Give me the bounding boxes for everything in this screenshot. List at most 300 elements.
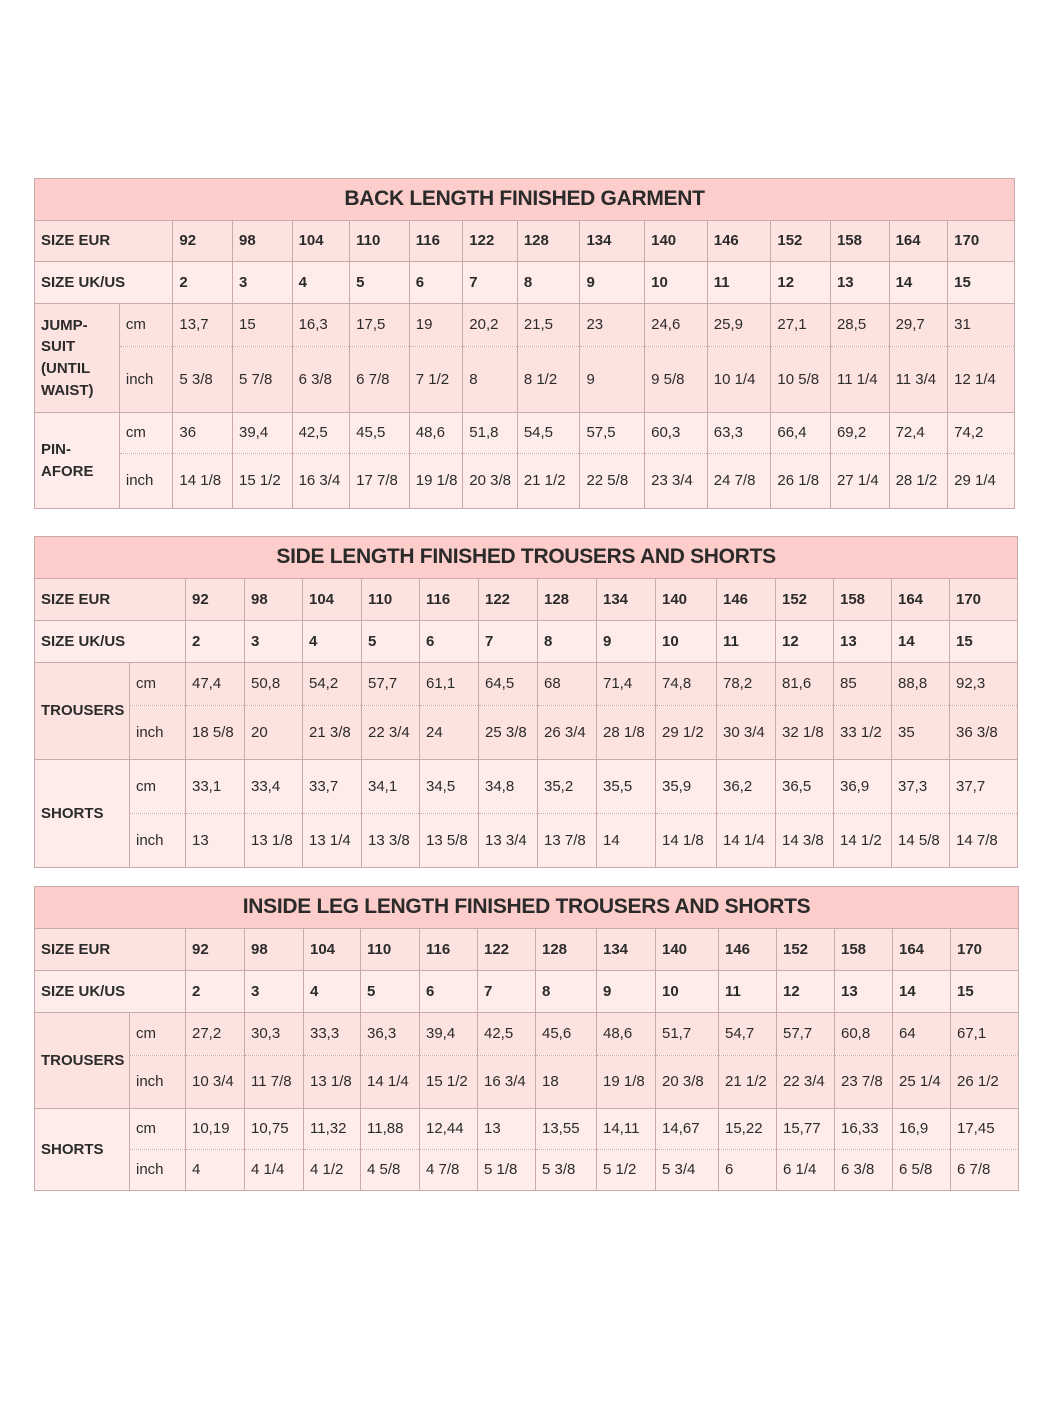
size-eur-cell: 98	[245, 579, 303, 621]
cm-value: 48,6	[409, 413, 463, 454]
cm-value: 35,2	[538, 760, 597, 814]
size-uk-cell: 13	[830, 262, 889, 304]
cm-value: 42,5	[292, 413, 350, 454]
size-eur-cell: 128	[517, 221, 580, 262]
size-eur-cell: 104	[292, 221, 350, 262]
size-uk-cell: 2	[173, 262, 233, 304]
inch-value: 22 3/4	[362, 706, 420, 760]
size-table-1	[34, 178, 1015, 509]
cm-value: 66,4	[771, 413, 831, 454]
unit-inch-label: inch	[130, 1056, 186, 1109]
group-label: TROUSERS	[35, 1013, 130, 1109]
cm-value: 12,44	[420, 1109, 478, 1150]
inch-value: 28 1/2	[889, 454, 948, 509]
inch-value: 14 1/8	[656, 814, 717, 868]
size-eur-row	[35, 579, 1018, 621]
inch-value: 8 1/2	[517, 347, 580, 413]
size-eur-cell: 140	[645, 221, 708, 262]
cm-value: 27,2	[186, 1013, 245, 1056]
size-eur-cell: 92	[186, 579, 245, 621]
cm-value: 14,11	[597, 1109, 656, 1150]
size-table-3	[34, 886, 1019, 1191]
cm-value: 67,1	[951, 1013, 1019, 1056]
inch-value: 9 5/8	[645, 347, 708, 413]
size-eur-cell: 158	[834, 579, 892, 621]
inch-value: 14 3/8	[776, 814, 834, 868]
inch-value: 6	[719, 1150, 777, 1191]
cm-value: 33,7	[303, 760, 362, 814]
size-eur-cell: 116	[420, 929, 478, 971]
cm-value: 60,3	[645, 413, 708, 454]
inch-value: 33 1/2	[834, 706, 892, 760]
table-title: SIDE LENGTH FINISHED TROUSERS AND SHORTS	[35, 537, 1018, 579]
cm-value: 16,9	[893, 1109, 951, 1150]
inch-value: 17 7/8	[350, 454, 410, 509]
cm-value: 74,8	[656, 663, 717, 706]
inch-value: 14 1/4	[361, 1056, 420, 1109]
size-uk-cell: 6	[420, 971, 478, 1013]
inch-value: 15 1/2	[420, 1056, 478, 1109]
size-uk-cell: 12	[771, 262, 831, 304]
inch-value: 24 7/8	[707, 454, 771, 509]
cm-value: 25,9	[707, 304, 771, 347]
inch-value: 18	[536, 1056, 597, 1109]
size-eur-cell: 110	[362, 579, 420, 621]
inch-value: 30 3/4	[717, 706, 776, 760]
cm-value: 13	[478, 1109, 536, 1150]
inch-value: 13 5/8	[420, 814, 479, 868]
size-uk-cell: 14	[889, 262, 948, 304]
table-title: BACK LENGTH FINISHED GARMENT	[35, 179, 1015, 221]
unit-inch-label: inch	[119, 347, 173, 413]
inch-value: 22 5/8	[580, 454, 645, 509]
size-uk-cell: 15	[951, 971, 1019, 1013]
inch-value: 4	[186, 1150, 245, 1191]
size-eur-cell: 122	[479, 579, 538, 621]
size-uk-cell: 10	[656, 621, 717, 663]
size-uk-cell: 15	[950, 621, 1018, 663]
inch-value: 25 3/8	[479, 706, 538, 760]
unit-inch-label: inch	[130, 814, 186, 868]
inch-value: 24	[420, 706, 479, 760]
cm-value: 45,5	[350, 413, 410, 454]
size-eur-cell: 92	[186, 929, 245, 971]
inch-value: 6 3/8	[835, 1150, 893, 1191]
inch-value: 10 5/8	[771, 347, 831, 413]
inch-value: 13	[186, 814, 245, 868]
cm-value: 72,4	[889, 413, 948, 454]
unit-inch-label: inch	[130, 706, 186, 760]
cm-value: 19	[409, 304, 463, 347]
inch-row	[35, 706, 1018, 760]
inch-value: 27 1/4	[830, 454, 889, 509]
inch-value: 14	[597, 814, 656, 868]
group-label: PIN- AFORE	[35, 413, 120, 509]
size-uk-row	[35, 262, 1015, 304]
size-uk-cell: 8	[538, 621, 597, 663]
cm-value: 16,3	[292, 304, 350, 347]
size-uk-cell: 12	[777, 971, 835, 1013]
inch-value: 14 7/8	[950, 814, 1018, 868]
cm-value: 33,3	[304, 1013, 361, 1056]
cm-value: 92,3	[950, 663, 1018, 706]
cm-value: 20,2	[463, 304, 518, 347]
size-uk-cell: 4	[304, 971, 361, 1013]
size-uk-cell: 12	[776, 621, 834, 663]
size-uk-cell: 4	[292, 262, 350, 304]
inch-value: 9	[580, 347, 645, 413]
inch-row	[35, 347, 1015, 413]
cm-value: 39,4	[232, 413, 292, 454]
size-eur-cell: 146	[717, 579, 776, 621]
size-uk-cell: 5	[350, 262, 410, 304]
size-eur-cell: 134	[597, 579, 656, 621]
cm-value: 17,5	[350, 304, 410, 347]
inch-value: 14 1/2	[834, 814, 892, 868]
inch-value: 13 7/8	[538, 814, 597, 868]
cm-value: 60,8	[835, 1013, 893, 1056]
inch-row	[35, 454, 1015, 509]
size-uk-cell: 8	[536, 971, 597, 1013]
inch-value: 26 1/8	[771, 454, 831, 509]
size-uk-cell: 9	[580, 262, 645, 304]
size-uk-cell: 14	[893, 971, 951, 1013]
inch-value: 13 1/4	[303, 814, 362, 868]
inch-value: 10 1/4	[707, 347, 771, 413]
cm-value: 13,55	[536, 1109, 597, 1150]
table-title: INSIDE LEG LENGTH FINISHED TROUSERS AND SHORTS	[35, 887, 1019, 929]
cm-value: 33,1	[186, 760, 245, 814]
inch-value: 23 3/4	[645, 454, 708, 509]
size-eur-cell: 170	[948, 221, 1015, 262]
cm-value: 15	[232, 304, 292, 347]
size-uk-row	[35, 971, 1019, 1013]
cm-value: 10,19	[186, 1109, 245, 1150]
inch-value: 32 1/8	[776, 706, 834, 760]
inch-value: 29 1/4	[948, 454, 1015, 509]
inch-value: 5 1/2	[597, 1150, 656, 1191]
cm-value: 15,22	[719, 1109, 777, 1150]
cm-value: 54,2	[303, 663, 362, 706]
size-eur-cell: 152	[771, 221, 831, 262]
size-uk-cell: 13	[835, 971, 893, 1013]
inch-value: 4 1/4	[245, 1150, 304, 1191]
inch-value: 18 5/8	[186, 706, 245, 760]
size-uk-cell: 7	[479, 621, 538, 663]
size-eur-cell: 164	[889, 221, 948, 262]
cm-value: 13,7	[173, 304, 233, 347]
inch-value: 6 7/8	[951, 1150, 1019, 1191]
size-uk-cell: 2	[186, 971, 245, 1013]
inch-value: 12 1/4	[948, 347, 1015, 413]
inch-row	[35, 1056, 1019, 1109]
size-eur-cell: 158	[835, 929, 893, 971]
cm-value: 34,5	[420, 760, 479, 814]
inch-value: 11 3/4	[889, 347, 948, 413]
inch-value: 7 1/2	[409, 347, 463, 413]
cm-value: 85	[834, 663, 892, 706]
cm-value: 36	[173, 413, 233, 454]
size-eur-cell: 128	[538, 579, 597, 621]
cm-value: 36,9	[834, 760, 892, 814]
size-uk-cell: 3	[245, 971, 304, 1013]
cm-value: 14,67	[656, 1109, 719, 1150]
cm-value: 16,33	[835, 1109, 893, 1150]
inch-value: 11 1/4	[830, 347, 889, 413]
cm-value: 47,4	[186, 663, 245, 706]
group-label: SHORTS	[35, 1109, 130, 1191]
size-uk-cell: 8	[517, 262, 580, 304]
inch-value: 20	[245, 706, 303, 760]
inch-value: 6 5/8	[893, 1150, 951, 1191]
cm-value: 61,1	[420, 663, 479, 706]
inch-value: 13 1/8	[245, 814, 303, 868]
cm-value: 23	[580, 304, 645, 347]
size-eur-label: SIZE EUR	[35, 221, 173, 262]
size-eur-cell: 116	[420, 579, 479, 621]
cm-value: 88,8	[892, 663, 950, 706]
size-uk-cell: 13	[834, 621, 892, 663]
size-uk-label: SIZE UK/US	[35, 262, 173, 304]
unit-cm-label: cm	[130, 760, 186, 814]
cm-value: 68	[538, 663, 597, 706]
size-eur-cell: 146	[707, 221, 771, 262]
size-eur-label: SIZE EUR	[35, 579, 186, 621]
size-uk-cell: 5	[361, 971, 420, 1013]
size-eur-row	[35, 221, 1015, 262]
size-eur-cell: 170	[951, 929, 1019, 971]
cm-value: 11,32	[304, 1109, 361, 1150]
cm-value: 37,3	[892, 760, 950, 814]
cm-value: 35,5	[597, 760, 656, 814]
cm-value: 48,6	[597, 1013, 656, 1056]
size-uk-cell: 9	[597, 971, 656, 1013]
inch-value: 16 3/4	[292, 454, 350, 509]
size-uk-cell: 11	[717, 621, 776, 663]
inch-value: 5 3/8	[173, 347, 233, 413]
size-eur-cell: 122	[478, 929, 536, 971]
size-eur-row	[35, 929, 1019, 971]
inch-value: 11 7/8	[245, 1056, 304, 1109]
inch-row	[35, 814, 1018, 868]
size-uk-label: SIZE UK/US	[35, 621, 186, 663]
inch-value: 6 1/4	[777, 1150, 835, 1191]
cm-value: 57,7	[362, 663, 420, 706]
size-uk-cell: 6	[409, 262, 463, 304]
unit-inch-label: inch	[130, 1150, 186, 1191]
size-eur-cell: 152	[777, 929, 835, 971]
cm-row	[35, 1109, 1019, 1150]
cm-value: 63,3	[707, 413, 771, 454]
size-uk-cell: 9	[597, 621, 656, 663]
inch-value: 5 3/4	[656, 1150, 719, 1191]
cm-value: 35,9	[656, 760, 717, 814]
inch-value: 5 1/8	[478, 1150, 536, 1191]
size-eur-label: SIZE EUR	[35, 929, 186, 971]
size-uk-cell: 3	[245, 621, 303, 663]
size-uk-cell: 7	[463, 262, 518, 304]
cm-value: 78,2	[717, 663, 776, 706]
cm-value: 64	[893, 1013, 951, 1056]
size-eur-cell: 146	[719, 929, 777, 971]
size-eur-cell: 170	[950, 579, 1018, 621]
size-eur-cell: 128	[536, 929, 597, 971]
cm-value: 37,7	[950, 760, 1018, 814]
inch-value: 6 7/8	[350, 347, 410, 413]
inch-value: 13 3/8	[362, 814, 420, 868]
size-uk-cell: 14	[892, 621, 950, 663]
inch-value: 10 3/4	[186, 1056, 245, 1109]
size-eur-cell: 134	[580, 221, 645, 262]
inch-value: 26 1/2	[951, 1056, 1019, 1109]
inch-value: 14 5/8	[892, 814, 950, 868]
unit-cm-label: cm	[130, 663, 186, 706]
size-uk-cell: 5	[362, 621, 420, 663]
inch-row	[35, 1150, 1019, 1191]
inch-value: 28 1/8	[597, 706, 656, 760]
inch-value: 5 7/8	[232, 347, 292, 413]
group-label: TROUSERS	[35, 663, 130, 760]
inch-value: 36 3/8	[950, 706, 1018, 760]
inch-value: 35	[892, 706, 950, 760]
cm-value: 69,2	[830, 413, 889, 454]
cm-row	[35, 304, 1015, 347]
inch-value: 20 3/8	[656, 1056, 719, 1109]
cm-value: 74,2	[948, 413, 1015, 454]
inch-value: 13 1/8	[304, 1056, 361, 1109]
inch-value: 4 1/2	[304, 1150, 361, 1191]
cm-value: 17,45	[951, 1109, 1019, 1150]
inch-value: 13 3/4	[479, 814, 538, 868]
cm-value: 21,5	[517, 304, 580, 347]
cm-value: 54,5	[517, 413, 580, 454]
cm-value: 42,5	[478, 1013, 536, 1056]
inch-value: 20 3/8	[463, 454, 518, 509]
size-uk-label: SIZE UK/US	[35, 971, 186, 1013]
size-eur-cell: 104	[304, 929, 361, 971]
inch-value: 19 1/8	[597, 1056, 656, 1109]
cm-row	[35, 663, 1018, 706]
size-uk-cell: 4	[303, 621, 362, 663]
size-table-2	[34, 536, 1018, 868]
size-eur-cell: 122	[463, 221, 518, 262]
inch-value: 22 3/4	[777, 1056, 835, 1109]
size-eur-cell: 164	[893, 929, 951, 971]
inch-value: 23 7/8	[835, 1056, 893, 1109]
cm-value: 36,2	[717, 760, 776, 814]
inch-value: 4 7/8	[420, 1150, 478, 1191]
inch-value: 25 1/4	[893, 1056, 951, 1109]
cm-value: 11,88	[361, 1109, 420, 1150]
cm-value: 15,77	[777, 1109, 835, 1150]
cm-value: 31	[948, 304, 1015, 347]
cm-value: 51,7	[656, 1013, 719, 1056]
cm-value: 29,7	[889, 304, 948, 347]
inch-value: 16 3/4	[478, 1056, 536, 1109]
inch-value: 19 1/8	[409, 454, 463, 509]
size-uk-cell: 10	[656, 971, 719, 1013]
size-eur-cell: 152	[776, 579, 834, 621]
group-label: JUMP- SUIT (UNTIL WAIST)	[35, 304, 120, 413]
inch-value: 29 1/2	[656, 706, 717, 760]
size-uk-cell: 6	[420, 621, 479, 663]
size-eur-cell: 110	[350, 221, 410, 262]
cm-value: 64,5	[479, 663, 538, 706]
inch-value: 26 3/4	[538, 706, 597, 760]
size-eur-cell: 98	[245, 929, 304, 971]
unit-cm-label: cm	[119, 413, 173, 454]
cm-row	[35, 760, 1018, 814]
cm-value: 81,6	[776, 663, 834, 706]
size-uk-cell: 11	[719, 971, 777, 1013]
inch-value: 14 1/8	[173, 454, 233, 509]
cm-row	[35, 1013, 1019, 1056]
unit-cm-label: cm	[119, 304, 173, 347]
inch-value: 14 1/4	[717, 814, 776, 868]
size-uk-cell: 11	[707, 262, 771, 304]
size-eur-cell: 92	[173, 221, 233, 262]
size-eur-cell: 110	[361, 929, 420, 971]
inch-value: 8	[463, 347, 518, 413]
unit-cm-label: cm	[130, 1109, 186, 1150]
cm-value: 34,1	[362, 760, 420, 814]
cm-value: 36,5	[776, 760, 834, 814]
size-eur-cell: 104	[303, 579, 362, 621]
inch-value: 21 1/2	[517, 454, 580, 509]
cm-row	[35, 413, 1015, 454]
cm-value: 36,3	[361, 1013, 420, 1056]
inch-value: 21 3/8	[303, 706, 362, 760]
cm-value: 30,3	[245, 1013, 304, 1056]
size-uk-row	[35, 621, 1018, 663]
size-eur-cell: 158	[830, 221, 889, 262]
cm-value: 39,4	[420, 1013, 478, 1056]
inch-value: 21 1/2	[719, 1056, 777, 1109]
inch-value: 15 1/2	[232, 454, 292, 509]
cm-value: 57,7	[777, 1013, 835, 1056]
unit-inch-label: inch	[119, 454, 173, 509]
cm-value: 34,8	[479, 760, 538, 814]
size-uk-cell: 3	[232, 262, 292, 304]
cm-value: 33,4	[245, 760, 303, 814]
cm-value: 28,5	[830, 304, 889, 347]
size-eur-cell: 164	[892, 579, 950, 621]
unit-cm-label: cm	[130, 1013, 186, 1056]
cm-value: 24,6	[645, 304, 708, 347]
inch-value: 6 3/8	[292, 347, 350, 413]
group-label: SHORTS	[35, 760, 130, 868]
size-eur-cell: 140	[656, 579, 717, 621]
size-eur-cell: 98	[232, 221, 292, 262]
cm-value: 54,7	[719, 1013, 777, 1056]
inch-value: 5 3/8	[536, 1150, 597, 1191]
cm-value: 51,8	[463, 413, 518, 454]
cm-value: 45,6	[536, 1013, 597, 1056]
size-uk-cell: 10	[645, 262, 708, 304]
cm-value: 50,8	[245, 663, 303, 706]
size-eur-cell: 140	[656, 929, 719, 971]
cm-value: 57,5	[580, 413, 645, 454]
size-uk-cell: 7	[478, 971, 536, 1013]
cm-value: 27,1	[771, 304, 831, 347]
cm-value: 10,75	[245, 1109, 304, 1150]
inch-value: 4 5/8	[361, 1150, 420, 1191]
cm-value: 71,4	[597, 663, 656, 706]
size-eur-cell: 116	[409, 221, 463, 262]
size-uk-cell: 15	[948, 262, 1015, 304]
size-eur-cell: 134	[597, 929, 656, 971]
size-uk-cell: 2	[186, 621, 245, 663]
